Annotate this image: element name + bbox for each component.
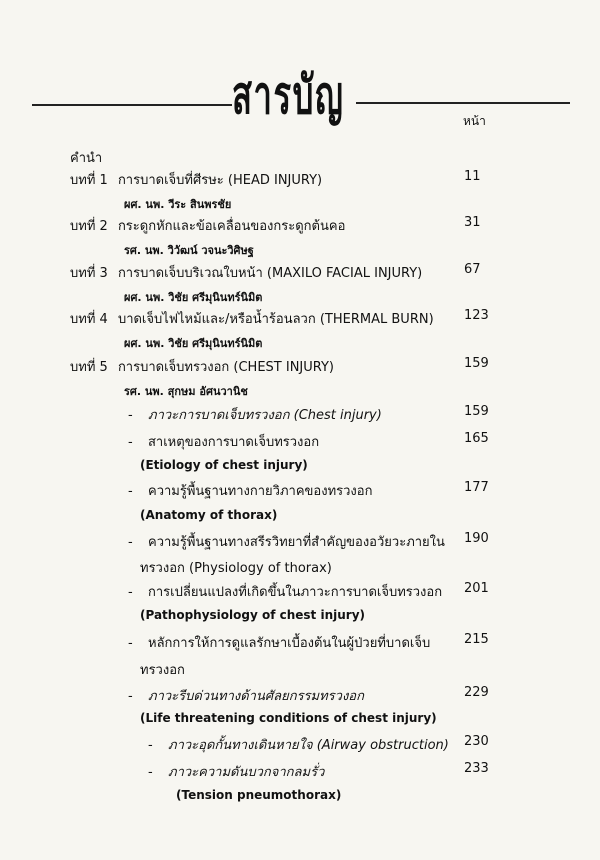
section-subtitle: ทรวงอก	[140, 663, 185, 678]
chapter-1-entry	[70, 169, 322, 190]
section-page: 215	[464, 632, 489, 647]
subsection-page: 233	[464, 761, 489, 776]
chapter-title: การบาดเจ็บทรวงอก (CHEST INJURY)	[117, 360, 334, 375]
chapter-2-author: รศ. นพ. วิวัฒน์ วจนะวิศิษฐ	[124, 244, 254, 257]
title-rule-right	[356, 102, 570, 104]
chapter-5-page: 159	[464, 356, 489, 371]
section-entry: - สาเหตุของการบาดเจ็บทรวงอก	[128, 435, 320, 450]
chapter-4-author: ผศ. นพ. วิชัย ศรีมุนินทร์นิมิต	[124, 337, 263, 350]
section-page: 190	[464, 531, 489, 546]
chapter-label: บทที่ 4	[70, 312, 108, 327]
section-entry: - หลักการให้การดูแลรักษาเบื้องต้นในผู้ป่วยที่บาดเจ็บ	[128, 636, 431, 651]
chapter-4-page: 123	[464, 308, 489, 323]
section-entry: - ภาวะรีบด่วนทางด้านศัลยกรรมทรวงอก	[128, 689, 364, 704]
preface-entry: คำนำ	[70, 151, 103, 166]
subsection-page: 230	[464, 734, 489, 749]
section-page: 159	[464, 404, 489, 419]
chapter-5-author: รศ. นพ. สุกษม อัศนวานิช	[124, 385, 248, 398]
section-subtitle: ทรวงอก (Physiology of thorax)	[140, 561, 332, 576]
section-page: 165	[464, 431, 489, 446]
chapter-title: การบาดเจ็บที่ศีรษะ (HEAD INJURY)	[117, 173, 323, 188]
chapter-3-author: ผศ. นพ. วิชัย ศรีมุนินทร์นิมิต	[124, 291, 263, 304]
section-subtitle: (Pathophysiology of chest injury)	[140, 608, 366, 622]
chapter-label: บทที่ 5	[70, 360, 108, 375]
chapter-title: กระดูกหักและข้อเคลื่อนของกระดูกต้นคอ	[117, 219, 346, 234]
section-subtitle: (Anatomy of thorax)	[140, 508, 278, 522]
section-entry: - ความรู้พื้นฐานทางสรีรวิทยาที่สำคัญของอวัยวะภายใน	[128, 535, 445, 550]
section-entry: - ภาวะการบาดเจ็บทรวงอก (Chest injury)	[128, 408, 382, 423]
section-entry: - การเปลี่ยนแปลงที่เกิดขึ้นในภาวะการบาดเจ็บทรวงอก	[128, 585, 443, 600]
subsection-entry: - ภาวะความดันบวกจากลมรั่ว	[148, 765, 325, 780]
chapter-3-page: 67	[464, 262, 481, 277]
chapter-title: บาดเจ็บไฟไหม้และ/หรือน้ำร้อนลวก (THERMAL BURN)	[117, 312, 434, 327]
chapter-1-page: 11	[464, 169, 481, 184]
chapter-1-author: ผศ. นพ. วีระ สินพรชัย	[124, 198, 232, 211]
section-page: 229	[464, 685, 489, 700]
chapter-2-page: 31	[464, 215, 481, 230]
section-subtitle: (Etiology of chest injury)	[140, 458, 308, 472]
chapter-label: บทที่ 2	[70, 219, 108, 234]
chapter-label: บทที่ 1	[70, 173, 108, 188]
chapter-5-entry	[70, 356, 334, 377]
chapter-3-entry	[70, 262, 422, 283]
section-page: 177	[464, 480, 489, 495]
subsection-subtitle: (Tension pneumothorax)	[176, 788, 342, 802]
chapter-2-entry	[70, 215, 345, 236]
chapter-label: บทที่ 3	[70, 266, 108, 281]
section-page: 201	[464, 581, 489, 596]
subsection-entry: - ภาวะอุดกั้นทางเดินหายใจ (Airway obstruction)	[148, 738, 449, 753]
title-rule-left	[32, 104, 232, 106]
page-column-header: หน้า	[463, 114, 486, 128]
section-subtitle: (Life threatening conditions of chest injury)	[140, 711, 437, 725]
chapter-4-entry	[70, 308, 434, 329]
page-title: สารบัญ	[232, 64, 345, 126]
chapter-title: การบาดเจ็บบริเวณใบหน้า (MAXILO FACIAL INJURY)	[117, 266, 423, 281]
section-entry: - ความรู้พื้นฐานทางกายวิภาคของทรวงอก	[128, 484, 373, 499]
